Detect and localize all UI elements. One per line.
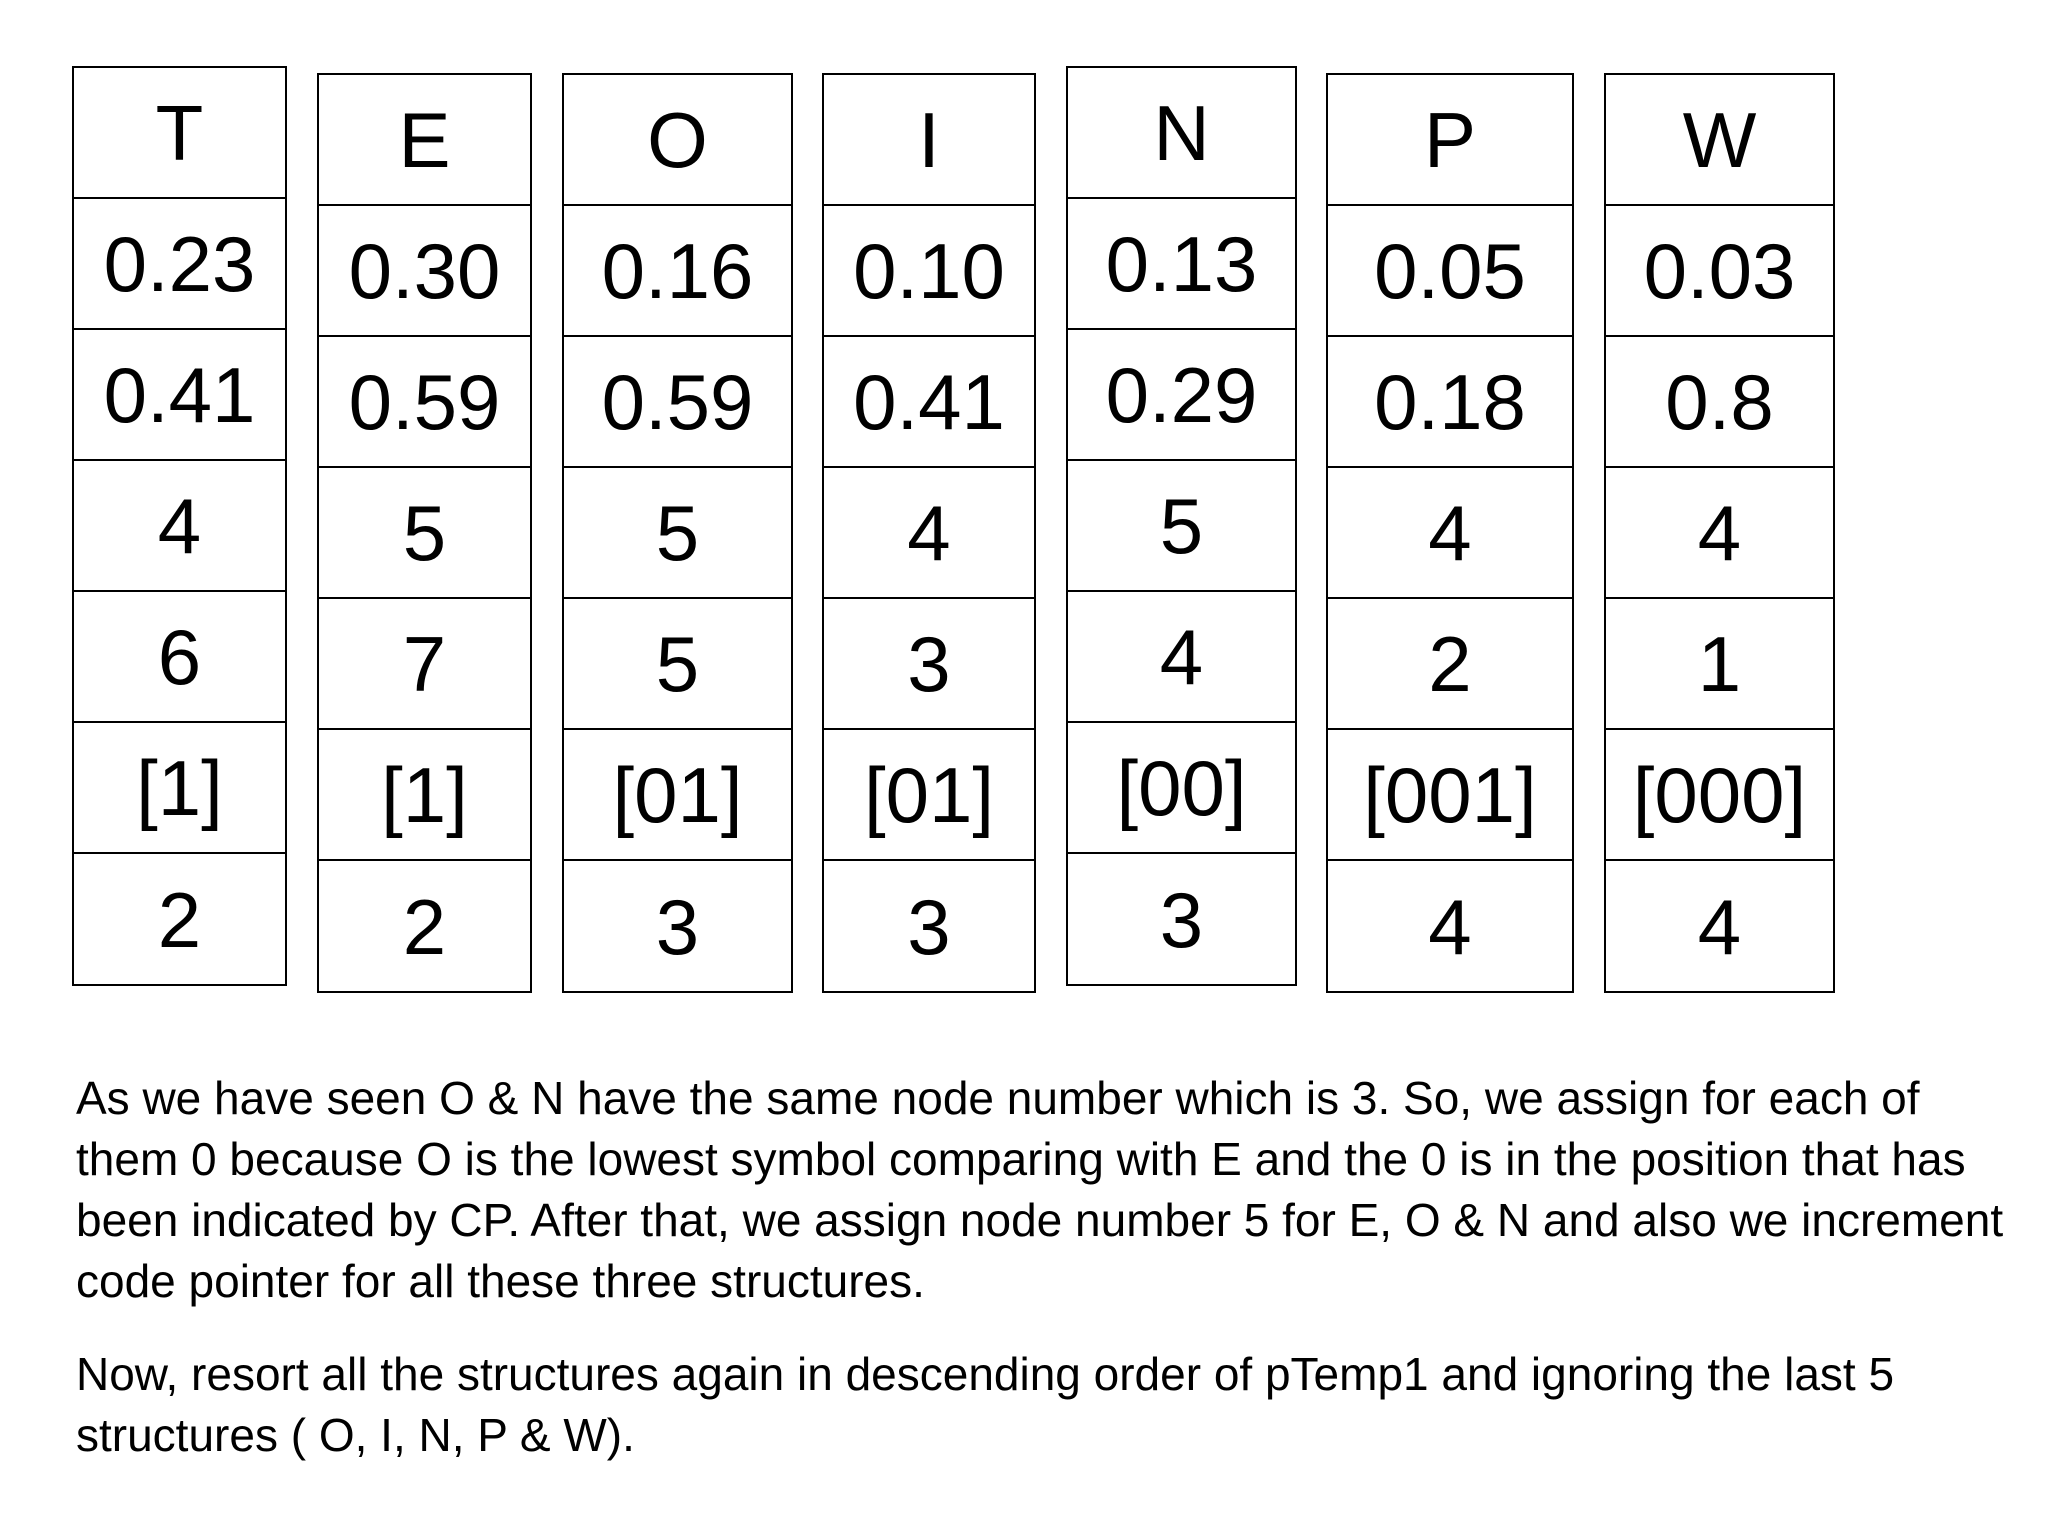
field-value: 4	[1068, 592, 1295, 723]
structure-column-w	[1604, 73, 1835, 993]
field-value: 4	[74, 461, 285, 592]
field-value: 1	[1606, 599, 1833, 730]
symbol-header: I	[824, 75, 1034, 206]
structure-column-t	[72, 66, 287, 986]
field-value: [01]	[564, 730, 791, 861]
field-value: 0.59	[564, 337, 791, 468]
symbol-header: O	[564, 75, 791, 206]
field-value: [001]	[1328, 730, 1572, 861]
field-value: 4	[1328, 468, 1572, 599]
structure-column-i	[822, 73, 1036, 993]
field-value: 4	[824, 468, 1034, 599]
field-value: 5	[564, 599, 791, 730]
field-value: 0.8	[1606, 337, 1833, 468]
field-value: 3	[1159, 875, 1204, 964]
structure-column-p	[1326, 73, 1574, 993]
symbol-header: P	[1328, 75, 1572, 206]
field-value: 3	[907, 882, 951, 971]
field-value: 3	[655, 882, 700, 971]
explanation-paragraph: As we have seen O & N have the same node number which is 3. So, we assign for each of them 0 because O is the lowest symbol comparing with E and the 0 is in the position that has been indicated by CP. After that, we assign node number 5 for E, O & N and also we increment code pointer for all these three structures.	[76, 1072, 2004, 1307]
field-value: 0.30	[319, 206, 530, 337]
symbol-header: N	[1068, 68, 1295, 199]
field-value: 4	[1606, 468, 1833, 599]
field-value: 0.18	[1328, 337, 1572, 468]
field-value: [1]	[74, 723, 285, 854]
field-value: 3	[824, 599, 1034, 730]
field-value: 2	[402, 882, 447, 971]
field-value: 0.41	[824, 337, 1034, 468]
field-value: 5	[319, 468, 530, 599]
field-value: 0.59	[319, 337, 530, 468]
field-value: [000]	[1606, 730, 1833, 861]
field-value: 2	[1328, 599, 1572, 730]
field-value: 0.41	[74, 330, 285, 461]
symbol-header: T	[74, 68, 285, 199]
field-value: [00]	[1068, 723, 1295, 854]
field-value: 0.23	[74, 199, 285, 330]
symbol-header: W	[1606, 75, 1833, 206]
field-value: 6	[74, 592, 285, 723]
field-value: [01]	[824, 730, 1034, 861]
field-value: 0.10	[824, 206, 1034, 337]
symbol-header: E	[319, 75, 530, 206]
field-value: 0.05	[1328, 206, 1572, 337]
field-value: 0.29	[1068, 330, 1295, 461]
field-value: 4	[1697, 882, 1742, 971]
field-value: 0.13	[1068, 199, 1295, 330]
field-value: 0.16	[564, 206, 791, 337]
field-value: 5	[1068, 461, 1295, 592]
field-value: 4	[1428, 882, 1472, 971]
instruction-paragraph: Now, resort all the structures again in descending order of pTemp1 and ignoring the last 5 structures ( O, I, N, P & W).	[76, 1348, 1895, 1461]
field-value: [1]	[319, 730, 530, 861]
field-value: 2	[157, 875, 202, 964]
structure-column-e	[317, 73, 532, 993]
field-value: 0.03	[1606, 206, 1833, 337]
field-value: 5	[564, 468, 791, 599]
structure-column-n	[1066, 66, 1297, 986]
field-value: 7	[319, 599, 530, 730]
structure-column-o	[562, 73, 793, 993]
